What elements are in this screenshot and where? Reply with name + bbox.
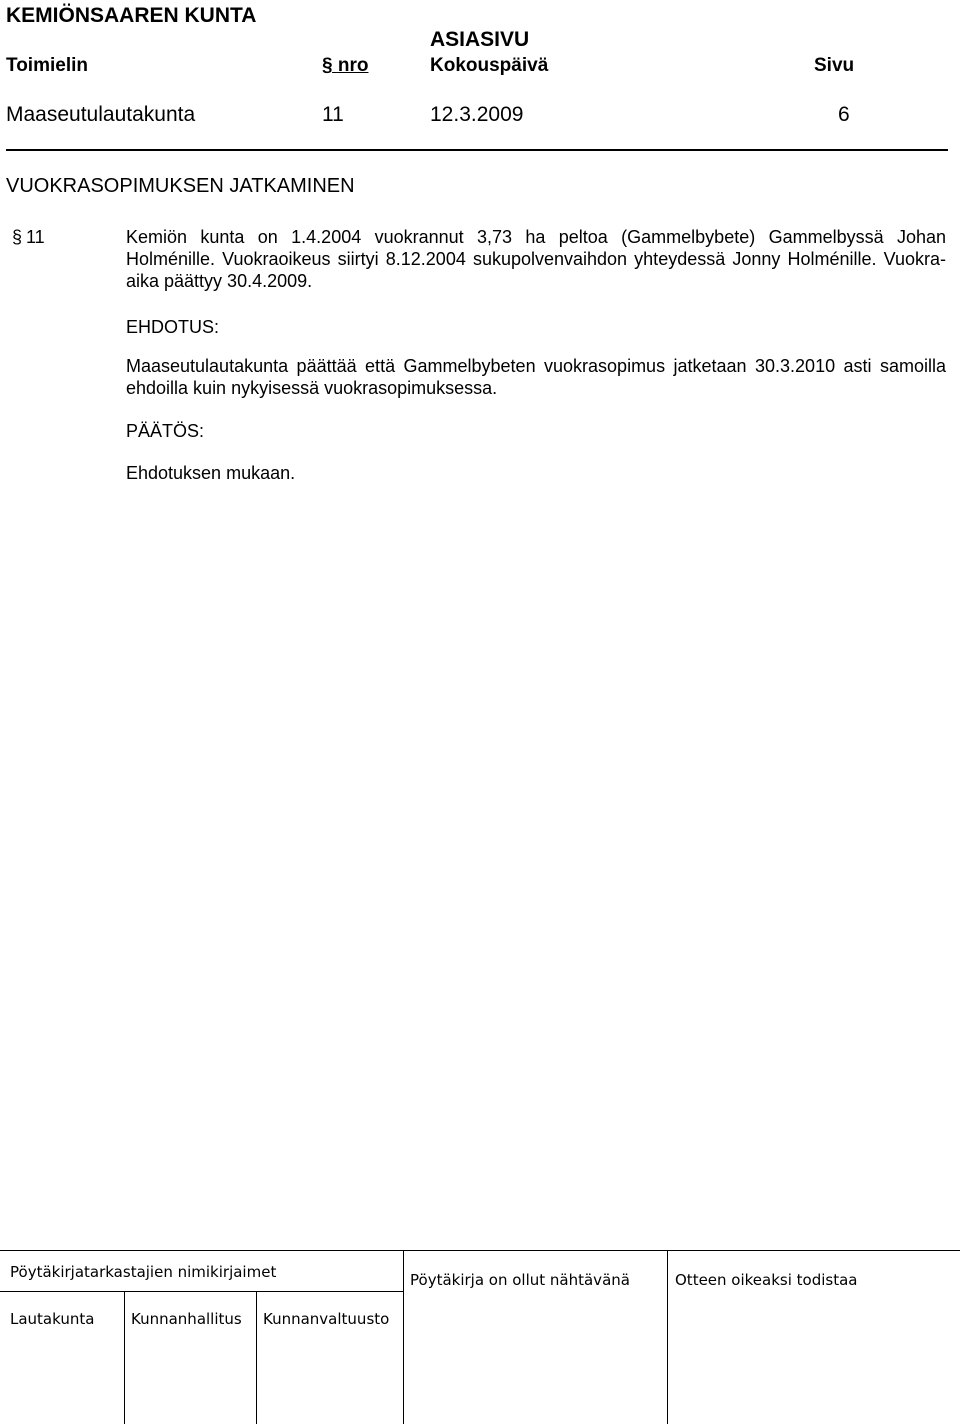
decision-text: Ehdotuksen mukaan.	[126, 463, 296, 483]
footer-on-display: Pöytäkirja on ollut nähtävänä	[410, 1271, 630, 1289]
footer-municipal-council: Kunnanvaltuusto	[263, 1310, 390, 1328]
header-value-meeting-date: 12.3.2009	[430, 103, 524, 126]
header-label-number	[322, 55, 368, 77]
proposal-text: Maaseutulautakunta päättää että Gammelbybeten vuokrasopimus jatketaan 30.3.2010 asti samoilla ehdoilla kuin nykyisessä vuokrasopimuksessa.	[126, 356, 946, 398]
header-label-body: Toimielin	[6, 55, 88, 76]
footer-mid-rule	[0, 1291, 403, 1292]
section-symbol: §	[322, 55, 333, 76]
footer-municipal-board: Kunnanhallitus	[131, 1310, 242, 1328]
header-label-page: Sivu	[814, 55, 855, 76]
footer-certified-copy: Otteen oikeaksi todistaa	[675, 1271, 858, 1289]
footer-top-rule	[0, 1250, 960, 1251]
proposal-label: EHDOTUS:	[126, 317, 220, 337]
footer-divider-4	[256, 1291, 257, 1424]
item-number: 11	[26, 227, 45, 247]
municipality-name: KEMIÖNSAAREN KUNTA	[6, 4, 257, 27]
footer-divider-1	[403, 1250, 404, 1424]
header-value-number: 11	[322, 103, 344, 126]
header-label-meeting-date: Kokouspäivä	[430, 55, 549, 76]
header-value-body: Maaseutulautakunta	[6, 103, 196, 126]
item-section-symbol: §	[12, 227, 23, 247]
footer-divider-3	[124, 1291, 125, 1424]
footer-divider-2	[667, 1250, 668, 1424]
item-title: VUOKRASOPIMUKSEN JATKAMINEN	[6, 175, 355, 197]
page-type-title: ASIASIVU	[430, 28, 530, 51]
header-value-page: 6	[838, 103, 850, 126]
number-label: nro	[337, 55, 369, 76]
footer-board: Lautakunta	[10, 1310, 95, 1328]
footer-reviewers-initials: Pöytäkirjatarkastajien nimikirjaimet	[10, 1263, 277, 1281]
decision-label: PÄÄTÖS:	[126, 421, 205, 441]
item-description: Kemiön kunta on 1.4.2004 vuokrannut 3,73 ha peltoa (Gammelbybete) Gammelbyssä Johan Holménille. Vuokraoikeus siirtyi 8.12.2004 sukupolvenvaihdon yhteydessä Jonny Holménille. Vuokra-aika päättyy 30.4.2009.	[126, 227, 946, 291]
header-rule	[6, 149, 948, 151]
